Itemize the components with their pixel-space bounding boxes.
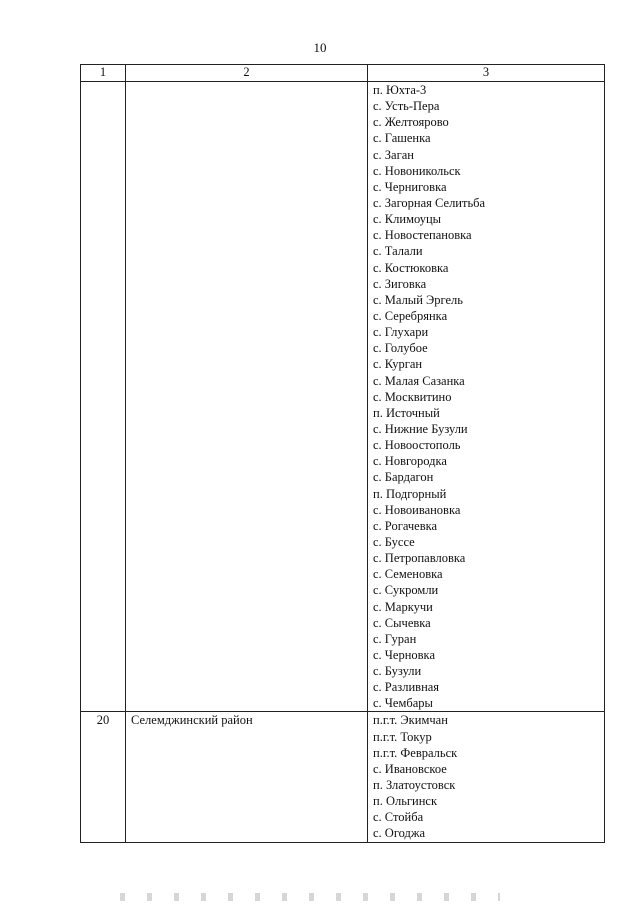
row-number-cell	[81, 82, 126, 712]
settlement-item: с. Рогачевка	[373, 518, 438, 533]
table-row	[81, 712, 605, 842]
settlement-item: с. Серебрянка	[373, 308, 448, 323]
settlement-item: с. Заган	[373, 147, 414, 162]
settlement-item: с. Глухари	[373, 325, 429, 340]
scan-artifact	[120, 893, 500, 901]
page-number: 10	[313, 40, 327, 55]
settlement-item: с. Чембары	[373, 696, 433, 711]
settlement-item: с. Голубое	[373, 341, 428, 356]
settlement-item: с. Нижние Бузули	[373, 421, 468, 436]
settlement-item: п. Ольгинск	[373, 794, 438, 809]
settlement-item: п. Златоустовск	[373, 778, 456, 793]
settlement-item: с. Загорная Селитьба	[373, 195, 486, 210]
settlement-item: с. Москвитино	[373, 389, 452, 404]
settlements-cell	[368, 712, 605, 842]
settlement-item: с. Новоивановка	[373, 502, 461, 517]
settlements-table	[80, 64, 605, 843]
settlement-item: с. Желтоярово	[373, 115, 449, 130]
settlement-item: с. Костюковка	[373, 260, 449, 275]
settlement-item: с. Стойба	[373, 810, 424, 825]
settlement-item: с. Черновка	[373, 647, 435, 662]
settlement-item: с. Бардагон	[373, 470, 434, 485]
settlement-item: с. Талали	[373, 244, 423, 259]
settlement-item: с. Зиговка	[373, 276, 427, 291]
settlement-item: с. Сычевка	[373, 615, 431, 630]
settlement-item: с. Новостепановка	[373, 228, 472, 243]
settlement-item: с. Гашенка	[373, 131, 431, 146]
district-cell: Селемджинский район	[126, 712, 368, 842]
table-body	[81, 82, 605, 843]
row-number-cell: 20	[81, 712, 126, 842]
settlement-item: с. Маркучи	[373, 599, 433, 614]
settlement-item: с. Курган	[373, 357, 423, 372]
settlement-item: с. Ивановское	[373, 761, 447, 776]
settlements-cell	[368, 82, 605, 712]
settlement-item: с. Семеновка	[373, 567, 443, 582]
settlement-item: с. Новоникольск	[373, 163, 461, 178]
table-row	[81, 82, 605, 712]
settlement-item: п.г.т. Экимчан	[373, 713, 448, 728]
settlement-item: с. Огоджа	[373, 826, 426, 841]
settlement-item: с. Буссе	[373, 534, 415, 549]
settlement-item: с. Петропавловка	[373, 551, 466, 566]
settlement-item: п.г.т. Февральск	[373, 745, 458, 760]
settlement-item: п. Юхта-3	[373, 83, 427, 97]
settlement-item: с. Усть-Пера	[373, 99, 440, 114]
column-header-settlements: 3	[368, 65, 605, 82]
settlement-item: с. Разливная	[373, 680, 440, 695]
table-header-row	[81, 65, 605, 82]
settlement-item: с. Климоуцы	[373, 212, 442, 227]
settlement-item: п.г.т. Токур	[373, 729, 432, 744]
settlement-item: п. Источный	[373, 405, 440, 420]
settlement-item: с. Малый Эргель	[373, 292, 463, 307]
district-cell	[126, 82, 368, 712]
settlement-item: с. Малая Сазанка	[373, 373, 465, 388]
settlement-item: с. Бузули	[373, 664, 422, 679]
settlement-item: с. Сукромли	[373, 583, 439, 598]
settlement-item: п. Подгорный	[373, 486, 447, 501]
settlement-item: с. Гуран	[373, 631, 417, 646]
settlement-item: с. Черниговка	[373, 179, 447, 194]
settlement-item: с. Новоостополь	[373, 438, 461, 453]
settlement-item: с. Новгородка	[373, 454, 447, 469]
column-header-district: 2	[126, 65, 368, 82]
column-header-number: 1	[81, 65, 126, 82]
